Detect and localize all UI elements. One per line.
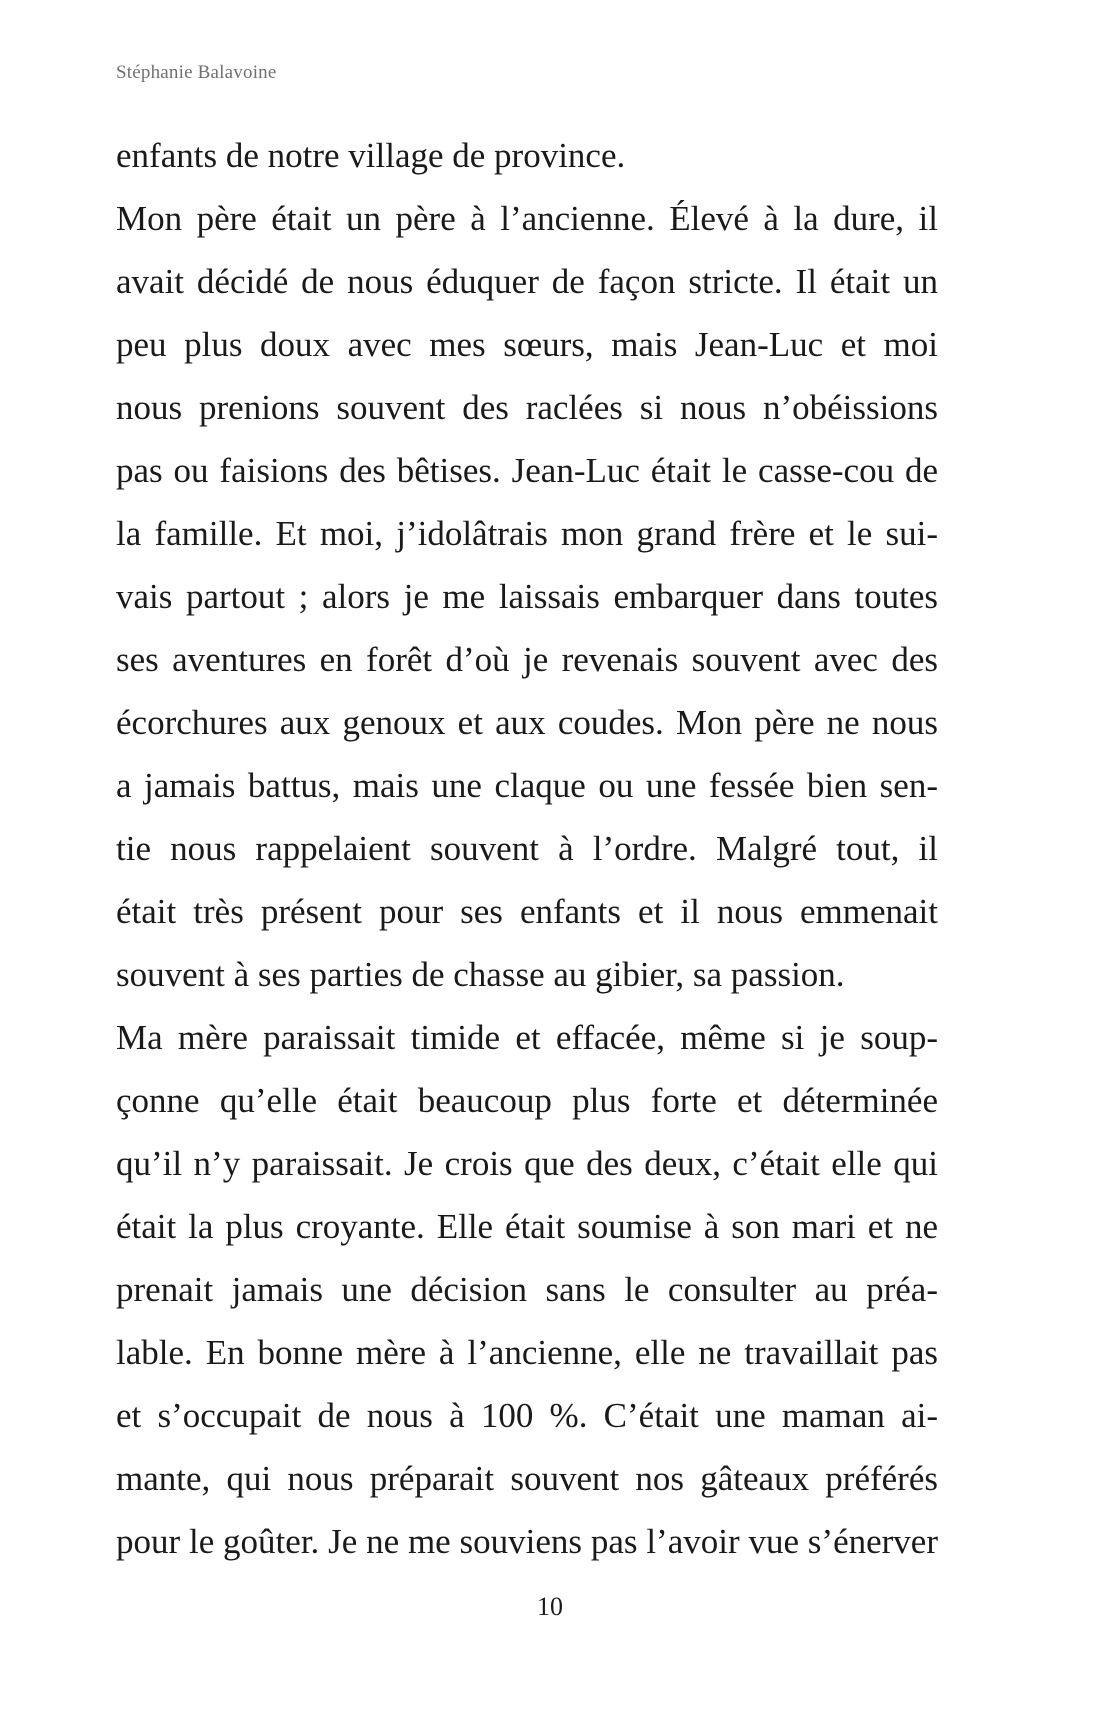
text-line: souvent à ses parties de chasse au gibier, sa passion. [116, 955, 845, 994]
text-line: était très présent pour ses enfants et il nous emmenait [116, 892, 938, 931]
text-line: écorchures aux genoux et aux coudes. Mon père ne nous [116, 703, 938, 742]
text-line: Mon père était un père à l’ancienne. Élevé à la dure, il [116, 199, 938, 238]
body-text [116, 124, 938, 1573]
text-line: mante, qui nous préparait souvent nos gâteaux préférés [116, 1459, 938, 1498]
text-line: lable. En bonne mère à l’ancienne, elle ne travaillait pas [116, 1333, 938, 1372]
text-line: a jamais battus, mais une claque ou une fessée bien sen- [116, 766, 938, 805]
text-line: pas ou faisions des bêtises. Jean-Luc était le casse-cou de [116, 451, 938, 490]
text-line: Ma mère paraissait timide et effacée, même si je soup- [116, 1018, 938, 1057]
page-number: 10 [537, 1592, 563, 1621]
running-header-author: Stéphanie Balavoine [116, 62, 277, 83]
text-line: prenait jamais une décision sans le consulter au préa- [116, 1270, 938, 1309]
text-line: tie nous rappelaient souvent à l’ordre. Malgré tout, il [116, 829, 938, 868]
text-line: enfants de notre village de province. [116, 136, 626, 175]
text-line: qu’il n’y paraissait. Je crois que des deux, c’était elle qui [116, 1144, 938, 1183]
text-line: était la plus croyante. Elle était soumise à son mari et ne [116, 1207, 938, 1246]
text-line: pour le goûter. Je ne me souviens pas l’avoir vue s’énerver [116, 1522, 938, 1561]
text-line: vais partout ; alors je me laissais embarquer dans toutes [116, 577, 938, 616]
text-line: çonne qu’elle était beaucoup plus forte et déterminée [116, 1081, 938, 1120]
text-line: la famille. Et moi, j’idolâtrais mon grand frère et le sui- [116, 514, 938, 553]
text-line: avait décidé de nous éduquer de façon stricte. Il était un [116, 262, 938, 301]
text-line: peu plus doux avec mes sœurs, mais Jean-Luc et moi [116, 325, 938, 364]
text-line: et s’occupait de nous à 100 %. C’était une maman ai- [116, 1396, 938, 1435]
text-line: nous prenions souvent des raclées si nous n’obéissions [116, 388, 938, 427]
text-line: ses aventures en forêt d’où je revenais souvent avec des [116, 640, 938, 679]
